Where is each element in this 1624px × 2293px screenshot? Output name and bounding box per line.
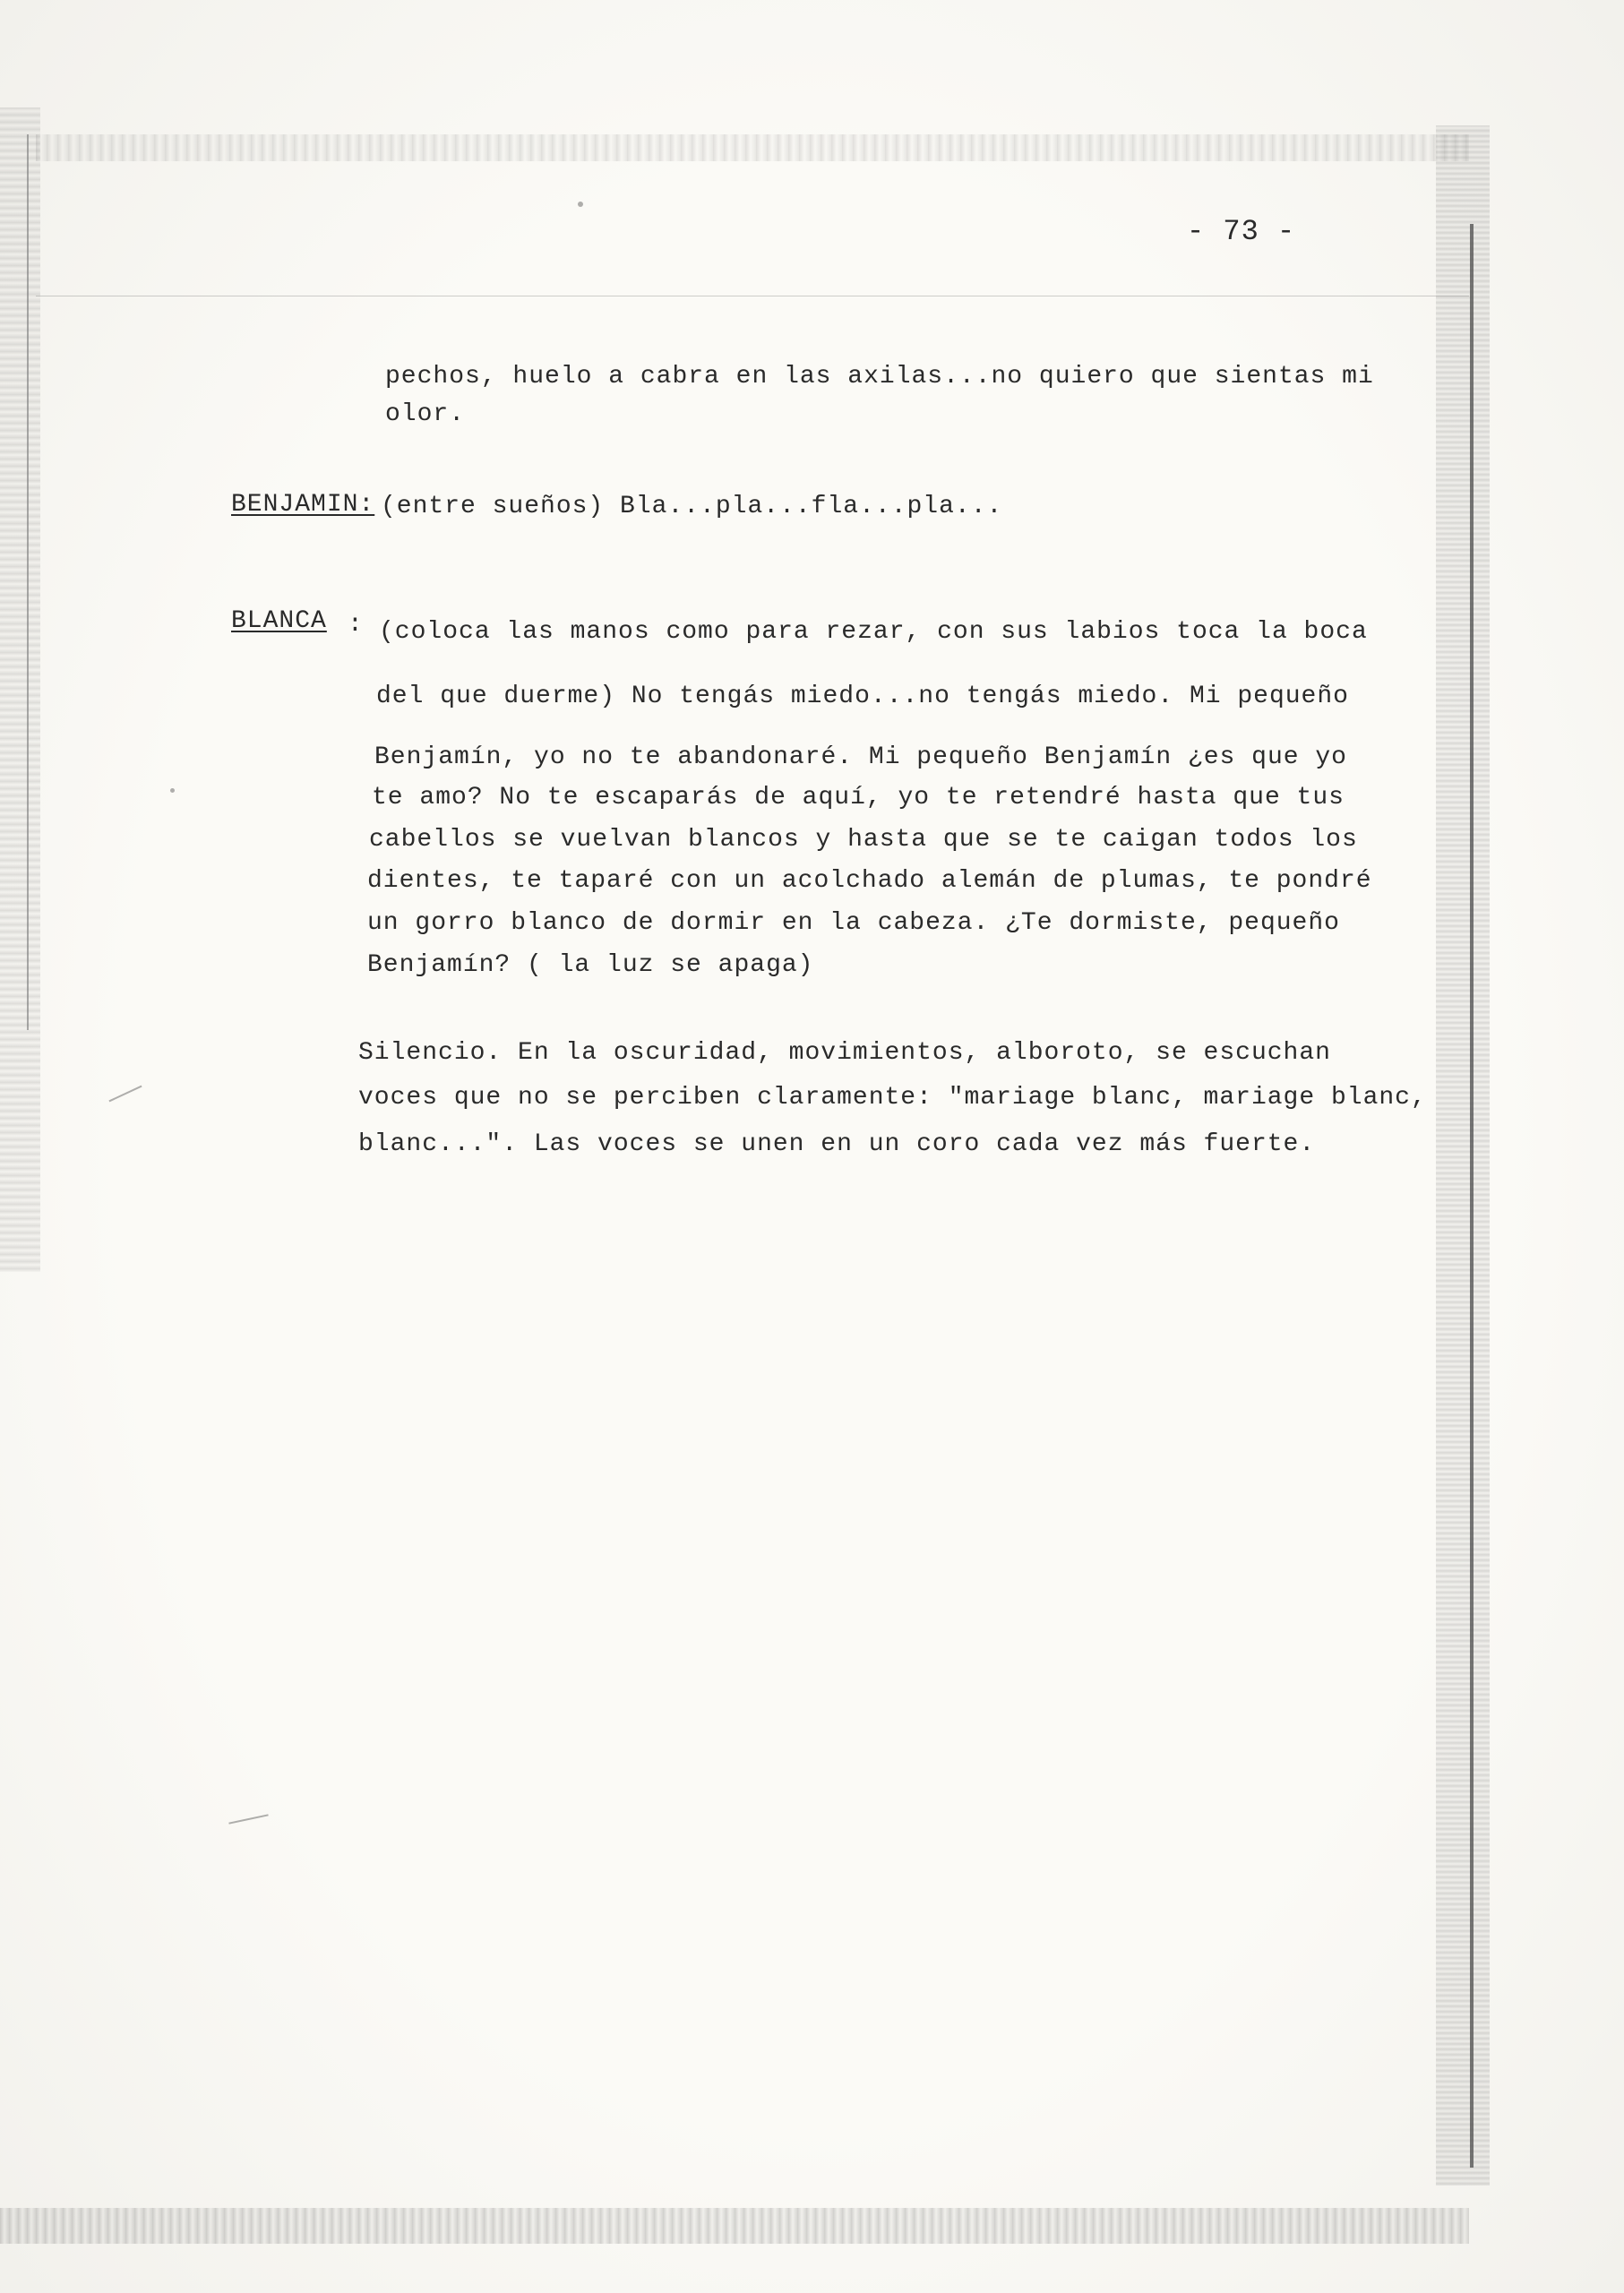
stray-mark	[108, 1086, 142, 1103]
dialogue-blanca-line: un gorro blanco de dormir en la cabeza. ¿Te dormiste, pequeño	[367, 909, 1340, 937]
scan-left-edge-line	[27, 134, 29, 1030]
stray-mark	[578, 202, 583, 207]
dialogue-blanca-line: (coloca las manos como para rezar, con sus labios toca la boca	[379, 618, 1368, 646]
speaker-benjamin: BENJAMIN:	[231, 491, 375, 519]
stray-mark	[170, 788, 175, 793]
scan-right-edge-line	[1470, 224, 1474, 2168]
stray-mark	[228, 1814, 268, 1824]
text-line: olor.	[385, 400, 466, 428]
speaker-colon: :	[348, 611, 364, 639]
dialogue-benjamin: (entre sueños) Bla...pla...fla...pla...	[381, 493, 1003, 520]
scan-right-edge	[1436, 125, 1490, 2186]
text-line: pechos, huelo a cabra en las axilas...no quiero que sientas mi	[385, 363, 1374, 391]
speaker-blanca: BLANCA	[231, 607, 327, 635]
scan-left-edge	[0, 107, 40, 1272]
dialogue-blanca-line: te amo? No te escaparás de aquí, yo te retendré hasta que tus	[372, 784, 1345, 812]
dialogue-blanca-line: del que duerme) No tengás miedo...no tengás miedo. Mi pequeño	[376, 683, 1349, 710]
stage-direction-line: Silencio. En la oscuridad, movimientos, alboroto, se escuchan	[358, 1039, 1331, 1067]
scan-bottom-band	[0, 2208, 1469, 2244]
scan-top-band	[36, 134, 1469, 161]
dialogue-blanca-line: Benjamín? ( la luz se apaga)	[367, 951, 814, 979]
dialogue-blanca-line: cabellos se vuelvan blancos y hasta que se te caigan todos los	[369, 826, 1358, 854]
dialogue-blanca-line: Benjamín, yo no te abandonaré. Mi pequeño Benjamín ¿es que yo	[374, 743, 1347, 771]
stage-direction-line: blanc...". Las voces se unen en un coro cada vez más fuerte.	[358, 1130, 1316, 1158]
page-number: - 73 -	[1187, 215, 1296, 248]
stage-direction-line: voces que no se perciben claramente: "mariage blanc, mariage blanc,	[358, 1084, 1427, 1112]
dialogue-blanca-line: dientes, te taparé con un acolchado alemán de plumas, te pondré	[367, 867, 1372, 895]
